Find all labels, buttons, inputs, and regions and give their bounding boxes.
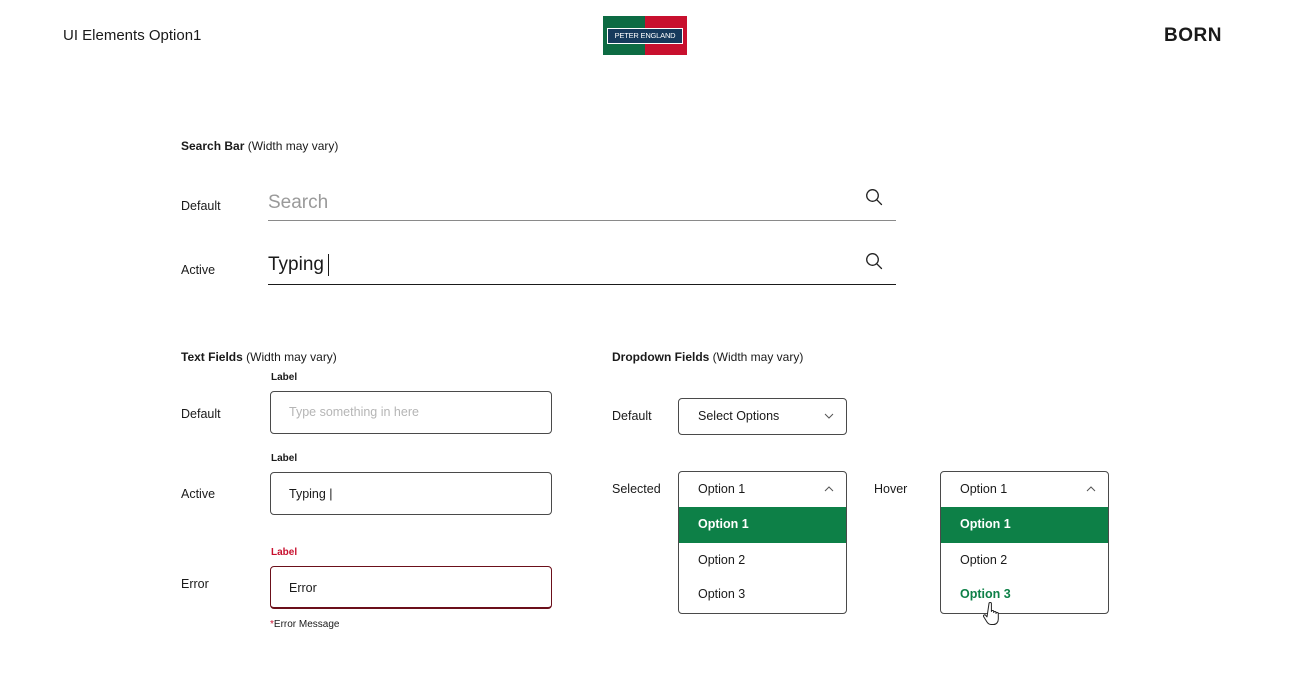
error-message-text: Error Message xyxy=(273,619,340,630)
dropdown-hover-head[interactable] xyxy=(941,472,1108,507)
option-label: Option 2 xyxy=(960,553,1008,567)
dropdown-default-head[interactable] xyxy=(679,399,846,434)
search-bar-active[interactable] xyxy=(268,252,896,285)
text-field-active[interactable] xyxy=(270,472,552,515)
text-field-active-row-label: Active xyxy=(181,487,216,501)
option-label: Option 2 xyxy=(698,553,746,567)
dropdown-option[interactable] xyxy=(941,543,1108,577)
dropdown-section-title xyxy=(612,350,803,364)
error-star: * xyxy=(270,619,274,630)
page-title: UI Elements Option1 xyxy=(63,27,202,44)
search-input-active[interactable] xyxy=(268,254,329,276)
text-field-error-label: Label xyxy=(271,547,298,558)
option-label: Option 3 xyxy=(960,587,1011,601)
dropdown-option[interactable] xyxy=(679,577,846,611)
search-input-default[interactable] xyxy=(268,192,848,214)
text-field-active-label: Label xyxy=(271,453,298,464)
dropdown-option[interactable] xyxy=(679,543,846,577)
text-input-default[interactable] xyxy=(289,405,539,419)
text-caret xyxy=(328,254,329,276)
peter-england-logo xyxy=(603,16,687,55)
option-label: Option 1 xyxy=(960,517,1011,531)
hand-cursor-icon xyxy=(983,601,1005,627)
search-icon[interactable] xyxy=(865,188,883,206)
text-input-active[interactable]: Typing | xyxy=(289,487,333,501)
dropdown-hover-value: Option 1 xyxy=(960,482,1008,496)
dropdown-default[interactable] xyxy=(678,398,847,435)
dropdown-selected-row-label: Selected xyxy=(612,482,661,496)
chevron-up-icon xyxy=(1086,484,1096,494)
text-field-default[interactable] xyxy=(270,391,552,434)
text-field-default-label: Label xyxy=(271,372,298,383)
search-bar-default[interactable] xyxy=(268,188,896,221)
text-fields-heading: Text Fields xyxy=(181,350,243,364)
search-section-title xyxy=(181,139,338,153)
dropdown-option[interactable] xyxy=(941,507,1108,543)
error-message xyxy=(270,619,339,630)
search-active-value: Typing xyxy=(268,254,324,276)
brand-logo-born: BORN xyxy=(1164,25,1222,46)
text-field-error[interactable] xyxy=(270,566,552,609)
logo-text: PETER ENGLAND xyxy=(607,28,683,44)
dropdown-note: (Width may vary) xyxy=(709,350,804,364)
search-icon[interactable] xyxy=(865,252,883,270)
text-fields-note: (Width may vary) xyxy=(242,350,337,364)
option-label: Option 1 xyxy=(698,517,749,531)
chevron-up-icon xyxy=(824,484,834,494)
text-fields-section-title xyxy=(181,350,337,364)
dropdown-selected[interactable] xyxy=(678,471,847,614)
dropdown-hover[interactable] xyxy=(940,471,1109,614)
search-section-note: (Width may vary) xyxy=(244,139,339,153)
dropdown-default-value: Select Options xyxy=(698,409,780,423)
search-section-heading: Search Bar xyxy=(181,139,245,153)
dropdown-default-row-label: Default xyxy=(612,409,652,423)
chevron-down-icon xyxy=(824,411,834,421)
search-active-label: Active xyxy=(181,263,216,277)
dropdown-selected-value: Option 1 xyxy=(698,482,746,496)
search-default-label: Default xyxy=(181,199,221,213)
dropdown-heading: Dropdown Fields xyxy=(612,350,710,364)
dropdown-hover-row-label: Hover xyxy=(874,482,908,496)
option-label: Option 3 xyxy=(698,587,746,601)
text-field-default-row-label: Default xyxy=(181,407,221,421)
dropdown-option-hovered[interactable] xyxy=(941,577,1108,611)
text-input-error[interactable]: Error xyxy=(289,581,317,595)
text-field-error-row-label: Error xyxy=(181,577,209,591)
dropdown-selected-head[interactable] xyxy=(679,472,846,507)
dropdown-option[interactable] xyxy=(679,507,846,543)
